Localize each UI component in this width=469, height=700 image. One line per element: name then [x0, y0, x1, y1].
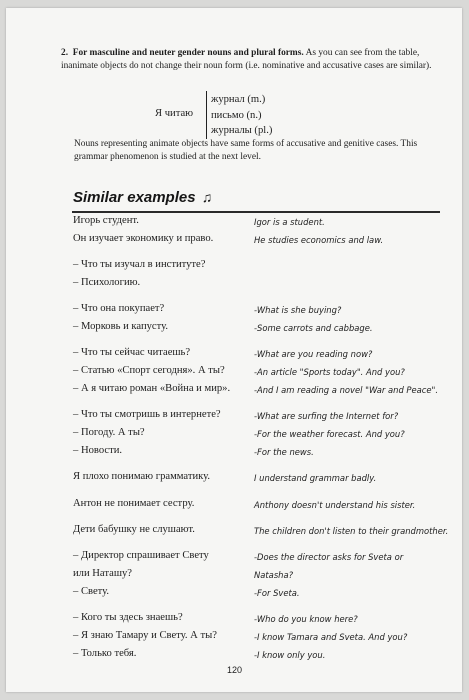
intro-number: 2. [61, 48, 69, 58]
example-russian: – Психологию. [73, 277, 141, 288]
example-russian: – Что она покупает? [73, 303, 165, 314]
example-russian: – Что ты сейчас читаешь? [73, 347, 191, 358]
example-english: Anthony doesn't understand his sister. [254, 500, 416, 510]
example-english: -For the news. [254, 447, 314, 457]
book-page [6, 8, 462, 692]
section-title: Similar examples [73, 189, 196, 206]
intro-bold-lead: For masculine and neuter gender nouns and plural forms. [72, 48, 304, 58]
section-heading [73, 189, 212, 206]
intro-text: As you can see from the table, inanimate objects do not change their noun form (i.e. nominative and accusative cases are similar). [61, 48, 432, 71]
music-note-icon: ♫ [201, 189, 213, 205]
example-russian: – Только тебя. [73, 648, 137, 659]
example-english: -Does the director asks for Sveta or [254, 552, 404, 562]
example-russian: – Статью «Спорт сегодня». А ты? [73, 365, 225, 376]
example-russian: Дети бабушку не слушают. [73, 524, 195, 535]
example-russian: – Я знаю Тамару и Свету. А ты? [73, 630, 217, 641]
example-english: The children don't listen to their grandmother. [254, 526, 449, 536]
example-russian: – А я читаю роман «Война и мир». [73, 383, 231, 394]
bracket-divider [206, 91, 207, 139]
example-russian: – Новости. [73, 445, 123, 456]
example-english: -Who do you know here? [254, 614, 358, 624]
animate-note: Nouns representing animate objects have same forms of accusative and genitive cases. This grammar phenomenon is studied at the next level. [74, 139, 418, 162]
example-english: -What are surfing the Internet for? [254, 411, 399, 421]
example-russian: – Погоду. А ты? [73, 427, 145, 438]
verb-phrase: Я читаю [155, 108, 194, 119]
noun-form: письмо (n.) [211, 109, 262, 121]
example-russian: – Свету. [73, 586, 110, 597]
example-russian: – Что ты смотришь в интернете? [73, 409, 221, 420]
example-russian: – Директор спрашивает Свету [73, 550, 209, 561]
heading-rule [72, 211, 440, 213]
example-russian: Игорь студент. [73, 215, 139, 226]
example-english: -And I am reading a novel "War and Peace". [254, 385, 439, 395]
example-english: -What are you reading now? [254, 349, 373, 359]
example-english: -An article "Sports today". And you? [254, 367, 405, 377]
example-english: Igor is a student. [254, 217, 325, 227]
example-english: -Some carrots and cabbage. [254, 323, 373, 333]
example-russian: – Морковь и капусту. [73, 321, 168, 332]
example-english: -I know Tamara and Sveta. And you? [254, 632, 408, 642]
example-english: Natasha? [254, 570, 294, 580]
example-english: He studies economics and law. [254, 235, 384, 245]
example-english: -For Sveta. [254, 588, 300, 598]
noun-form: журнал (m.) [211, 94, 266, 105]
example-russian: Я плохо понимаю грамматику. [73, 471, 211, 482]
example-russian: Он изучает экономику и право. [73, 233, 214, 244]
example-english: I understand grammar badly. [254, 473, 377, 483]
example-english: -I know only you. [254, 650, 326, 660]
example-english: -What is she buying? [254, 305, 342, 315]
example-russian: или Наташу? [73, 568, 132, 579]
example-russian: – Что ты изучал в институте? [73, 259, 206, 270]
example-russian: Антон не понимает сестру. [73, 498, 195, 509]
page-number: 120 [227, 665, 243, 675]
intro-paragraph [61, 47, 441, 72]
example-russian: – Кого ты здесь знаешь? [73, 612, 183, 623]
example-english: -For the weather forecast. And you? [254, 429, 405, 439]
noun-form: журналы (pl.) [211, 125, 273, 136]
noun-forms-list [211, 92, 272, 139]
